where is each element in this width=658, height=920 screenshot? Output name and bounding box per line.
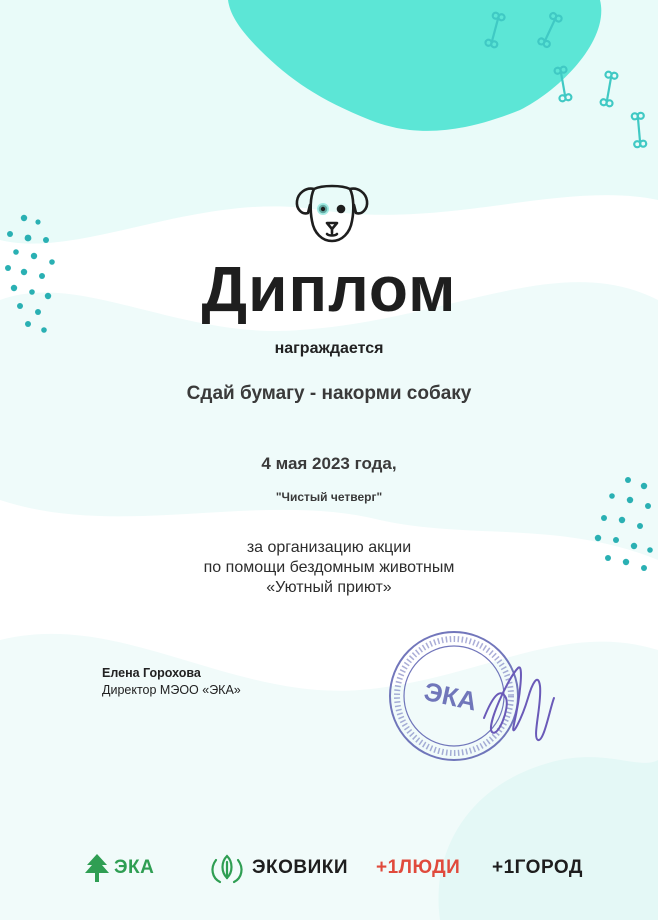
eka-logo bbox=[84, 852, 154, 884]
signer-block bbox=[102, 665, 241, 699]
awarded-label: награждается bbox=[274, 340, 384, 357]
eka-tree-icon bbox=[84, 853, 110, 883]
signature bbox=[484, 667, 554, 740]
reason-line: по помощи бездомным животным bbox=[203, 559, 455, 576]
official-stamp bbox=[388, 628, 568, 766]
award-date: 4 мая 2023 года, bbox=[261, 454, 397, 473]
award-reason bbox=[0, 538, 658, 598]
signer-name: Елена Горохова bbox=[102, 666, 201, 680]
people-logo bbox=[376, 852, 460, 884]
reason-line: за организацию акции bbox=[246, 539, 412, 556]
ecowiki-logo-text: ЭКОВИКИ bbox=[252, 857, 349, 878]
recipient-name: Сдай бумагу - накорми собаку bbox=[186, 383, 472, 404]
diploma-title: Диплом bbox=[201, 253, 457, 325]
ecowiki-logo bbox=[208, 852, 348, 884]
stamp-text: ЭКА bbox=[421, 676, 480, 717]
ecowiki-leaf-icon bbox=[208, 852, 246, 884]
reason-line: «Уютный приют» bbox=[266, 579, 392, 596]
signer-position: Директор МЭОО «ЭКА» bbox=[102, 683, 241, 697]
dog-icon bbox=[294, 183, 370, 245]
city-logo bbox=[492, 852, 583, 884]
city-logo-text: +1ГОРОД bbox=[492, 857, 583, 878]
eka-logo-text: ЭКА bbox=[114, 857, 155, 878]
people-logo-text: +1ЛЮДИ bbox=[376, 857, 461, 878]
event-name: "Чистый четверг" bbox=[275, 490, 383, 504]
